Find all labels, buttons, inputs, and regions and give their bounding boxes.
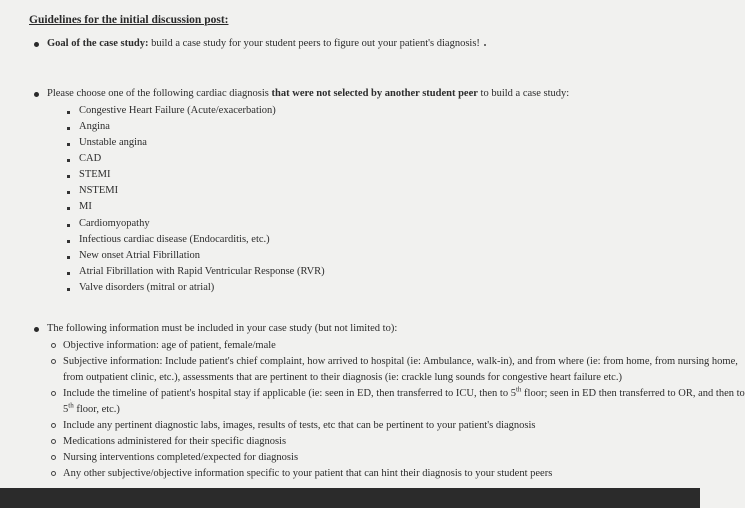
list-item: Infectious cardiac disease (Endocarditis, etc.) [79,234,270,245]
circle-bullet-icon [51,471,56,476]
list-item: Unstable angina [79,137,147,148]
list-item: Cardiomyopathy [79,218,150,229]
bullet-icon [67,224,70,227]
choose-suffix: to build a case study: [477,88,570,99]
bullet-icon [67,143,70,146]
circle-bullet-icon [51,391,56,396]
bullet-icon [67,159,70,162]
list-item: Any other subjective/objective information specific to your patient that can hint their diagnosis to your student peers [63,468,553,479]
bullet-icon [67,272,70,275]
list-item: Valve disorders (mitral or atrial) [79,282,215,293]
info-intro: The following information must be included in your case study (but not limited to): [47,323,398,334]
bullet-icon [67,288,70,291]
bullet-icon [67,207,70,210]
list-item: Medications administered for their specific diagnosis [63,436,287,447]
bullet-icon [67,127,70,130]
bullet-icon [34,92,39,97]
list-item: Atrial Fibrillation with Rapid Ventricular Response (RVR) [79,266,325,277]
list-item: Subjective information: Include patient's chief complaint, how arrived to hospital (ie: Ambulance, walk-in), and from where (ie: from home, from nursing home, [63,356,738,367]
goal-line [47,38,480,50]
timeline-floor: 5 [63,404,69,415]
list-item: Congestive Heart Failure (Acute/exacerbation) [79,105,276,116]
circle-bullet-icon [51,423,56,428]
list-item: STEMI [79,169,111,180]
bullet-icon [67,191,70,194]
list-item: New onset Atrial Fibrillation [79,250,201,261]
choose-line [47,88,569,100]
list-item: MI [79,201,92,212]
ordinal-suffix: th [68,401,74,410]
list-item: Angina [79,121,110,132]
circle-bullet-icon [51,455,56,460]
bullet-icon [67,240,70,243]
choose-prefix: Please choose one of the following cardiac diagnosis [47,88,272,99]
bullet-icon [34,327,39,332]
list-item-continuation [63,401,120,416]
goal-text: build a case study for your student peers to figure out your patient's diagnosis! [148,38,480,49]
timeline-floor-cont: floor, etc.) [73,404,120,415]
timeline-text-cont: floor; seen in ED then transferred to OR, and then to [521,388,745,399]
choose-bold: that were not selected by another student peer [271,88,478,99]
list-item: NSTEMI [79,185,119,196]
bullet-icon [67,175,70,178]
bullet-icon [67,256,70,259]
list-item: CAD [79,153,102,164]
circle-bullet-icon [51,439,56,444]
timeline-text: Include the timeline of patient's hospital stay if applicable (ie: seen in ED, then transferred to ICU, then to 5 [63,388,516,399]
page-title: Guidelines for the initial discussion post: [29,14,229,26]
list-item-continuation: from outpatient clinic, etc.), assessments that are pertinent to their diagnosis (ie: crackle lung sounds for congestive heart failure etc.) [63,372,622,383]
bottom-bar [0,488,700,508]
goal-label: Goal of the case study: [47,38,149,49]
circle-bullet-icon [51,343,56,348]
bullet-icon [67,111,70,114]
ordinal-suffix: th [515,385,522,394]
list-item [63,385,745,400]
list-item: Include any pertinent diagnostic labs, images, results of tests, etc that can be pertinent to your patient's diagnosis [63,420,536,431]
list-item: Objective information: age of patient, female/male [63,340,276,351]
stray-mark [484,44,486,46]
list-item: Nursing interventions completed/expected for diagnosis [63,452,299,463]
bullet-icon [34,42,39,47]
circle-bullet-icon [51,359,56,364]
